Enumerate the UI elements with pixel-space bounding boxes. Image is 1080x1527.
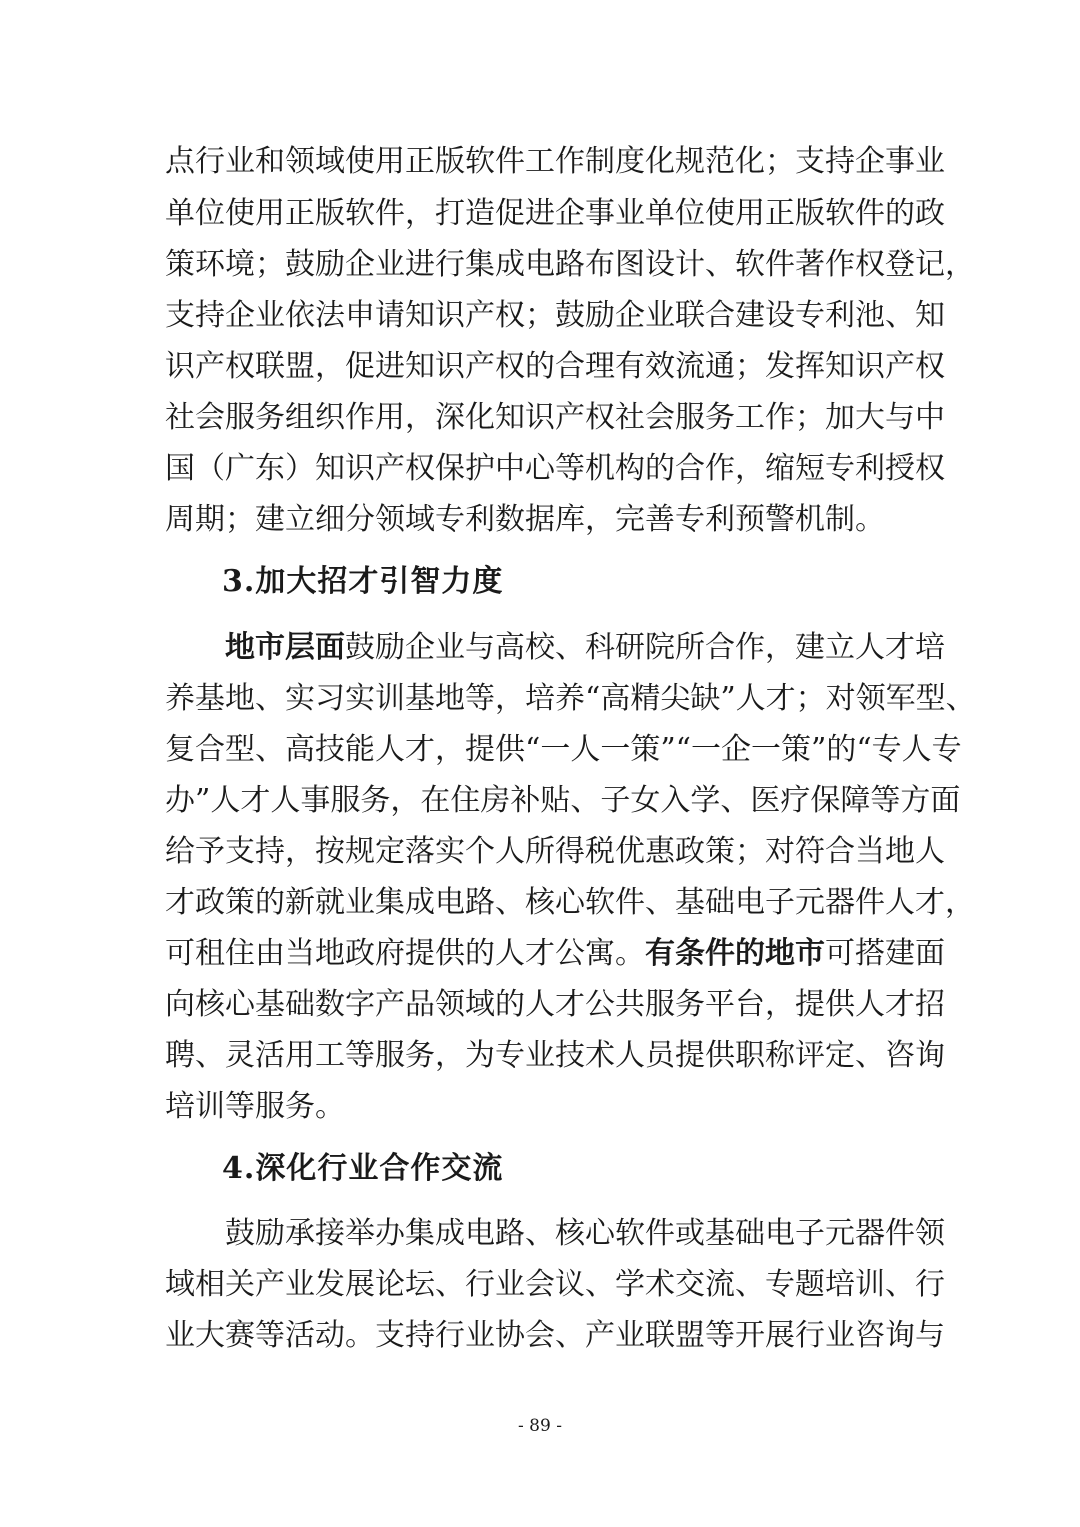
text-line: 办”人才人事服务，在住房补贴、子女入学、医疗保障等方面 [165, 783, 961, 818]
bold-phrase: 有条件的地市 [645, 936, 825, 971]
text-line: 聘、灵活用工等服务，为专业技术人员提供职称评定、咨询 [165, 1038, 945, 1073]
bold-phrase: 地市层面 [225, 630, 345, 665]
text-span: 鼓励企业与高校、科研院所合作，建立人才培 [345, 630, 945, 665]
text-line [225, 622, 945, 674]
text-line: 支持企业依法申请知识产权；鼓励企业联合建设专利池、知 [165, 298, 945, 333]
text-line: 社会服务组织作用，深化知识产权社会服务工作；加大与中 [165, 400, 945, 435]
text-line: 培训等服务。 [165, 1089, 345, 1124]
text-span: 可搭建面 [825, 936, 945, 971]
text-line: 才政策的新就业集成电路、核心软件、基础电子元器件人才， [165, 885, 975, 920]
text-line: 业大赛等活动。支持行业协会、产业联盟等开展行业咨询与 [165, 1318, 945, 1353]
text-line: 给予支持，按规定落实个人所得税优惠政策；对符合当地人 [165, 834, 945, 869]
text-line: 点行业和领域使用正版软件工作制度化规范化；支持企事业 [165, 144, 945, 179]
text-line [165, 928, 945, 980]
text-line: 养基地、实习实训基地等，培养“高精尖缺”人才；对领军型、 [165, 681, 976, 716]
text-line: 国（广东）知识产权保护中心等机构的合作，缩短专利授权 [165, 451, 945, 486]
page-number: - 89 - [518, 1416, 562, 1436]
text-line: 复合型、高技能人才，提供“一人一策”“一企一策”的“专人专 [165, 732, 962, 767]
text-line: 向核心基础数字产品领域的人才公共服务平台，提供人才招 [165, 987, 945, 1022]
text-line: 鼓励承接举办集成电路、核心软件或基础电子元器件领 [225, 1216, 945, 1251]
text-line: 识产权联盟，促进知识产权的合理有效流通；发挥知识产权 [165, 349, 945, 384]
section-heading-talent: 3.加大招才引智力度 [222, 564, 504, 599]
text-line: 周期；建立细分领域专利数据库，完善专利预警机制。 [165, 502, 885, 537]
section-heading-cooperation: 4.深化行业合作交流 [222, 1151, 504, 1186]
text-span: 可租住由当地政府提供的人才公寓。 [165, 936, 645, 971]
text-line: 策环境；鼓励企业进行集成电路布图设计、软件著作权登记， [165, 247, 975, 282]
text-line: 单位使用正版软件，打造促进企事业单位使用正版软件的政 [165, 196, 945, 231]
text-line: 域相关产业发展论坛、行业会议、学术交流、专题培训、行 [165, 1267, 945, 1302]
